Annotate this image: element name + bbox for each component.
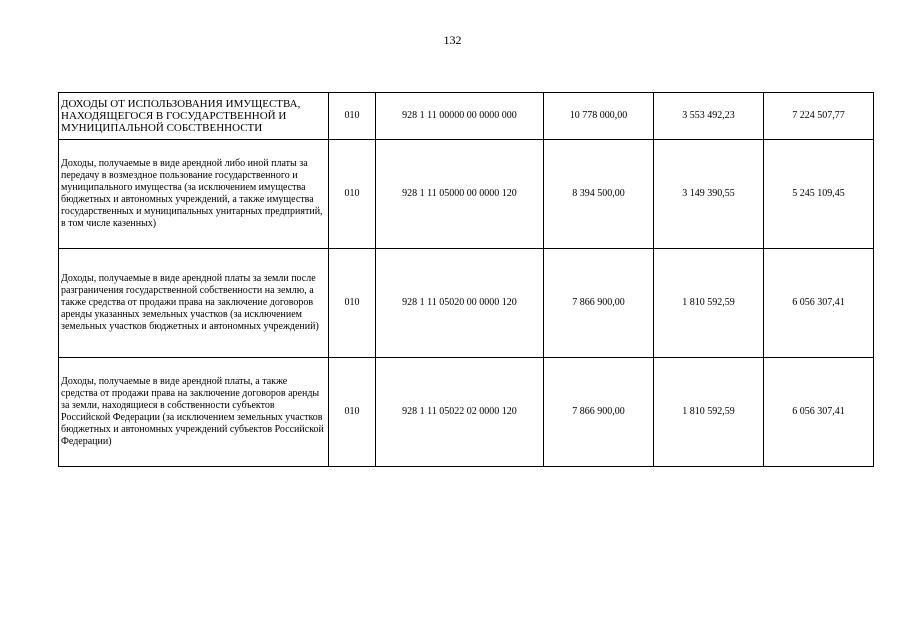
- row-kbk-cell: 928 1 11 05022 02 0000 120: [376, 358, 544, 467]
- row-approved-cell: 10 778 000,00: [544, 93, 654, 140]
- row-name-cell: Доходы, получаемые в виде арендной платы, а также средства от продажи права на заключение договоров аренды за земли, находящиеся в собственности субъектов Российской Федерации (за исключением земельных участков бюджетных и автономных учреждений субъектов Российской Федерации): [59, 358, 329, 467]
- row-remaining-cell: 7 224 507,77: [764, 93, 874, 140]
- revenue-table: [58, 92, 874, 467]
- row-name-cell: Доходы, получаемые в виде арендной либо иной платы за передачу в возмездное пользование государственного и муниципального имущества (за исключением имущества бюджетных и автономных учреждений, а также имущества государственных и муниципальных унитарных предприятий, в том числе казенных): [59, 140, 329, 249]
- row-approved-cell: 7 866 900,00: [544, 358, 654, 467]
- row-executed-cell: 1 810 592,59: [654, 358, 764, 467]
- row-name-cell: ДОХОДЫ ОТ ИСПОЛЬЗОВАНИЯ ИМУЩЕСТВА, НАХОДЯЩЕГОСЯ В ГОСУДАРСТВЕННОЙ И МУНИЦИПАЛЬНОЙ СОБСТВЕННОСТИ: [59, 93, 329, 140]
- table-row: [59, 93, 874, 140]
- row-approved-cell: 8 394 500,00: [544, 140, 654, 249]
- row-code-cell: 010: [329, 358, 376, 467]
- row-remaining-cell: 5 245 109,45: [764, 140, 874, 249]
- page-number: 132: [443, 33, 462, 47]
- row-executed-cell: 3 553 492,23: [654, 93, 764, 140]
- row-remaining-cell: 6 056 307,41: [764, 249, 874, 358]
- row-remaining-cell: 6 056 307,41: [764, 358, 874, 467]
- row-kbk-cell: 928 1 11 00000 00 0000 000: [376, 93, 544, 140]
- row-code-cell: 010: [329, 140, 376, 249]
- table-row: [59, 358, 874, 467]
- table-row: [59, 140, 874, 249]
- row-executed-cell: 3 149 390,55: [654, 140, 764, 249]
- row-approved-cell: 7 866 900,00: [544, 249, 654, 358]
- row-code-cell: 010: [329, 93, 376, 140]
- row-code-cell: 010: [329, 249, 376, 358]
- row-kbk-cell: 928 1 11 05020 00 0000 120: [376, 249, 544, 358]
- table-row: [59, 249, 874, 358]
- row-name-cell: Доходы, получаемые в виде арендной платы за земли после разграничения государственной собственности на землю, а также средства от продажи права на заключение договоров аренды указанных земельных участков (за исключением земельных участков бюджетных и автономных учреждений): [59, 249, 329, 358]
- row-kbk-cell: 928 1 11 05000 00 0000 120: [376, 140, 544, 249]
- row-executed-cell: 1 810 592,59: [654, 249, 764, 358]
